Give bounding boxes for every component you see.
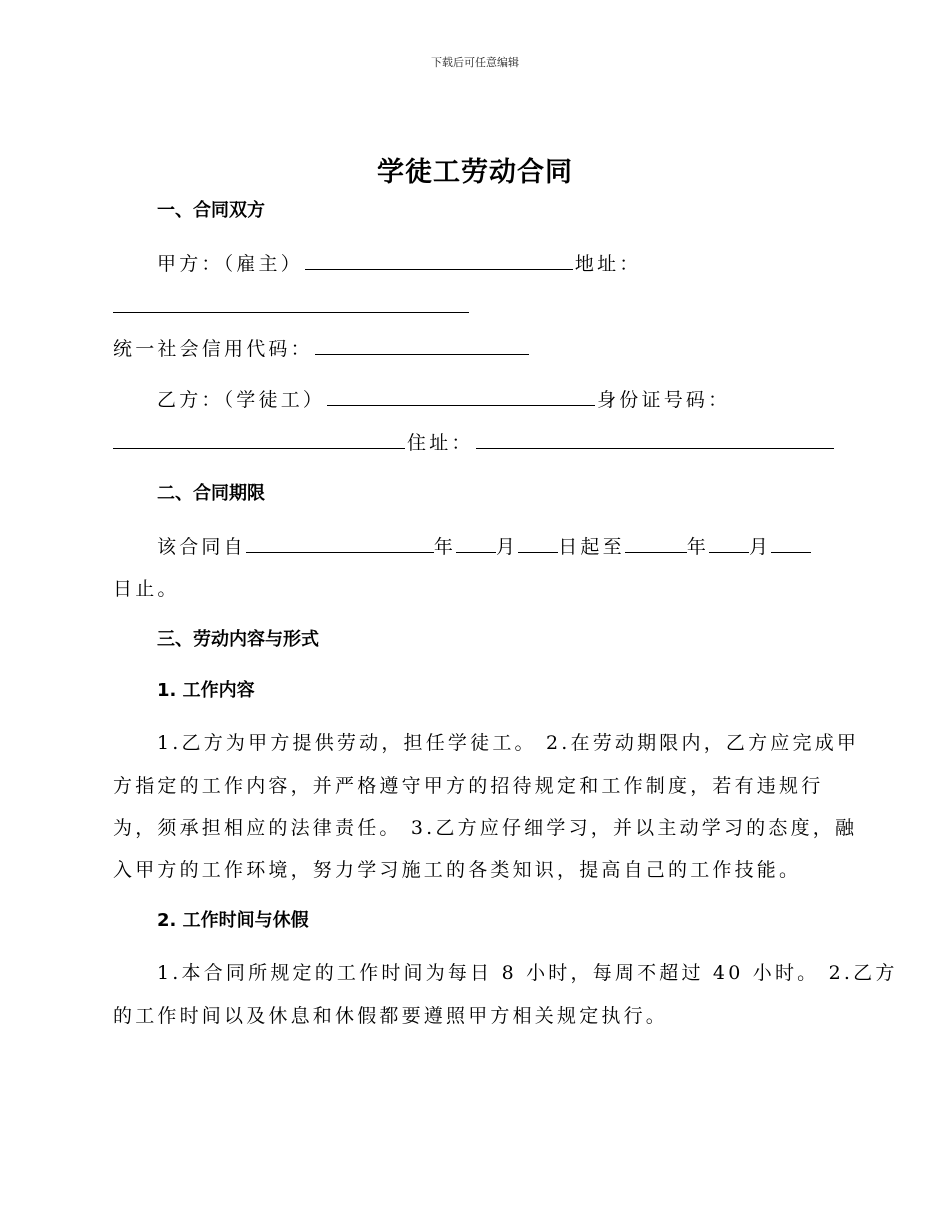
month-1: 月 (496, 536, 519, 558)
year-2: 年 (686, 536, 710, 558)
work-content-line-2: 方指定的工作内容，并严格遵守甲方的招待规定和工作制度，若有违规行 (113, 775, 824, 797)
work-content-line-4: 入甲方的工作环境，努力学习施工的各类知识，提高自己的工作技能。 (113, 859, 802, 881)
end-month-blank[interactable] (709, 533, 749, 553)
subsection-2-heading: 2. 工作时间与休假 (157, 910, 309, 931)
party-b-blank[interactable] (327, 386, 595, 406)
id-number-blank[interactable] (113, 429, 405, 449)
address-blank[interactable] (113, 293, 469, 313)
document-title: 学徒工劳动合同 (377, 157, 573, 188)
term-end-line: 日止。 (113, 578, 180, 600)
day-to: 日起至 (558, 536, 625, 558)
start-year-blank[interactable] (246, 533, 434, 553)
credit-code-line (113, 335, 837, 362)
address-blank-line (113, 293, 837, 320)
section-2-heading: 二、合同期限 (157, 483, 265, 504)
year-1: 年 (433, 536, 457, 558)
id-residence-line (113, 429, 837, 456)
party-b-label: 乙方：（学徒工） (157, 389, 326, 411)
credit-code-label: 统一社会信用代码： (113, 338, 313, 360)
party-a-label: 甲方：（雇主） (157, 253, 303, 275)
party-a-blank[interactable] (305, 250, 573, 270)
address-label: 地址： (574, 253, 642, 275)
party-a-line (157, 250, 881, 277)
section-3-heading: 三、劳动内容与形式 (157, 629, 319, 650)
work-hours-line-1: 1.本合同所规定的工作时间为每日 8 小时，每周不超过 40 小时。 2.乙方 (157, 962, 898, 984)
section-1-heading: 一、合同双方 (157, 200, 265, 221)
work-hours-line-2: 的工作时间以及休息和休假都要遵照甲方相关规定执行。 (113, 1005, 669, 1027)
id-label: 身份证号码： (597, 389, 731, 411)
start-day-blank[interactable] (518, 533, 558, 553)
work-content-line-1: 1.乙方为甲方提供劳动，担任学徒工。 2.在劳动期限内，乙方应完成甲 (157, 732, 860, 754)
end-day-blank[interactable] (771, 533, 811, 553)
credit-code-blank[interactable] (315, 335, 529, 355)
work-content-line-3: 为，须承担相应的法律责任。 3.乙方应仔细学习，并以主动学习的态度，融 (113, 817, 858, 839)
party-b-line (157, 386, 881, 413)
end-year-blank[interactable] (625, 533, 687, 553)
term-prefix: 该合同自 (157, 536, 246, 558)
month-2: 月 (749, 536, 772, 558)
residence-label: 住址： (407, 432, 474, 454)
contract-term-line (157, 533, 881, 560)
start-month-blank[interactable] (456, 533, 496, 553)
subsection-1-heading: 1. 工作内容 (157, 680, 255, 701)
residence-blank[interactable] (476, 429, 834, 449)
header-note: 下载后可任意编辑 (431, 56, 519, 69)
